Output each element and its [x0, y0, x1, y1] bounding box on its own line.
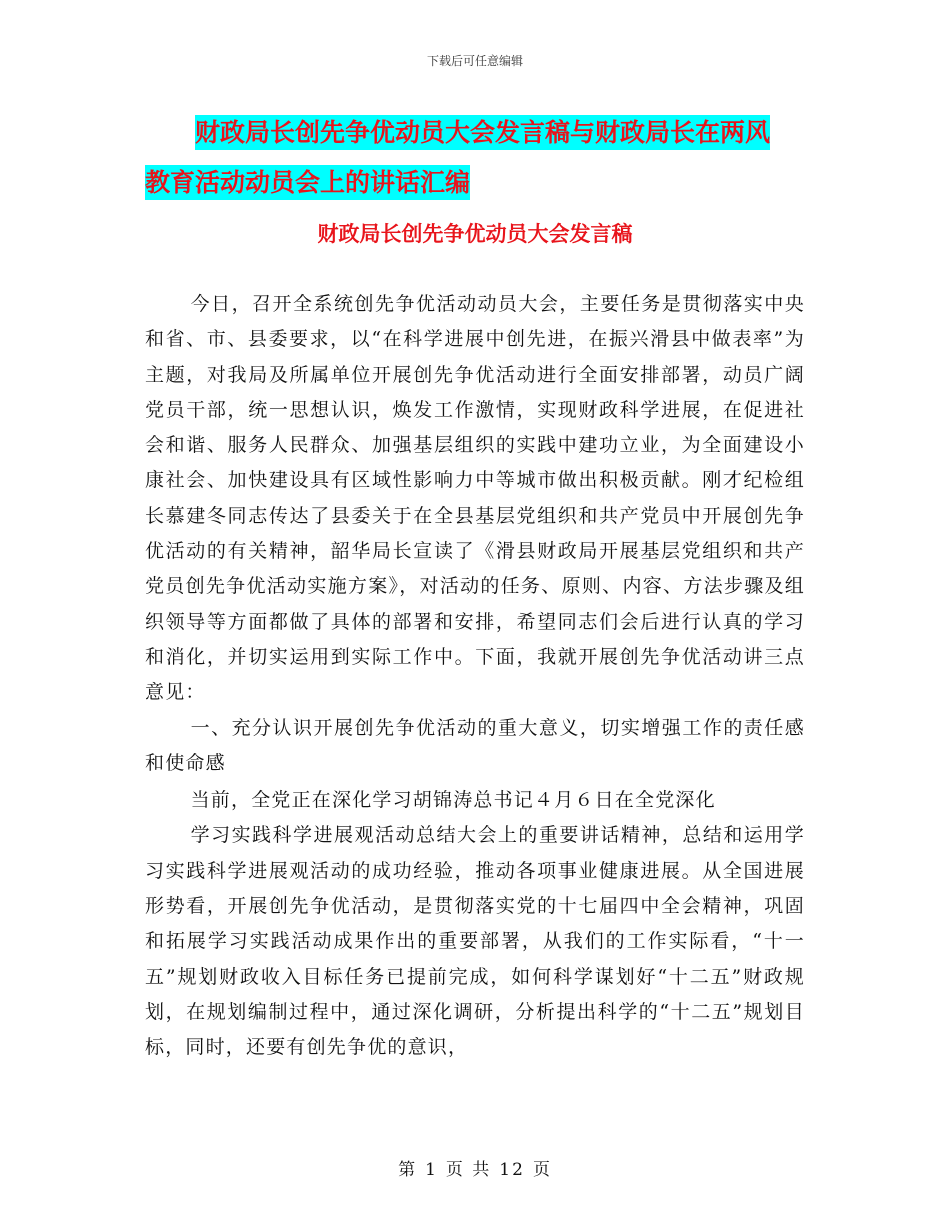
section-title: 财政局长创先争优动员大会发言稿: [317, 222, 633, 246]
title-line-2-text: 教育活动动员会上的讲话汇编: [145, 165, 470, 200]
footer-suffix: 页: [532, 1160, 552, 1180]
header-note: 下载后可任意编辑: [426, 54, 523, 68]
body-text: [145, 287, 805, 1066]
paragraph-4: 学习实践科学进展观活动总结大会上的重要讲话精神，总结和运用学习实践科学进展观活动的成功经验，推动各项事业健康进展。从全国进展形势看，开展创先争优活动，是贯彻落实党的十七届四中全会精神，巩固和拓展学习实践活动成果作出的重要部署，从我们的工作实际看，“十一五”规划财政收入目标任务已提前完成，如何科学谋划好“十二五”财政规划，在规划编制过程中，通过深化调研，分析提出科学的“十二五”规划目标，同时，还要有创先争优的意识，: [145, 824, 805, 1059]
title-line-2: [145, 158, 805, 208]
title-line-1: [145, 108, 805, 158]
document-title: [145, 108, 805, 208]
title-line-1-text: 财政局长创先争优动员大会发言稿与财政局长在两风: [195, 115, 770, 150]
footer-page-number: 1: [425, 1160, 438, 1180]
paragraph-1: 今日，召开全系统创先争优活动动员大会，主要任务是贯彻落实中央和省、市、县委要求，以“在科学进展中创先进，在振兴滑县中做表率”为主题，对我局及所属单位开展创先争优活动进行全面安排部署，动员广阔党员干部，统一思想认识，焕发工作激情，实现财政科学进展，在促进社会和谐、服务人民群众、加强基层组织的实践中建功立业，为全面建设小康社会、加快建设具有区域性影响力中等城市做出积极贡献。刚才纪检组长慕建冬同志传达了县委关于在全县基层党组织和共产党员中开展创先争优活动的有关精神，韶华局长宣读了《滑县财政局开展基层党组织和共产党员创先争优活动实施方案》，对活动的任务、原则、内容、方法步骤及组织领导等方面都做了具体的部署和安排，希望同志们会后进行认真的学习和消化，并切实运用到实际工作中。下面，我就开展创先争优活动讲三点意见：: [145, 293, 805, 704]
paragraph-3: 当前，全党正在深化学习胡锦涛总书记４月６日在全党深化: [190, 789, 716, 812]
page-footer: [0, 1155, 950, 1180]
footer-total-pages: 12: [499, 1160, 525, 1180]
footer-prefix: 第: [398, 1160, 418, 1180]
footer-middle: 页 共: [445, 1160, 492, 1180]
paragraph-2: 一、充分认识开展创先争优活动的重大意义，切实增强工作的责任感和使命感: [145, 716, 805, 774]
